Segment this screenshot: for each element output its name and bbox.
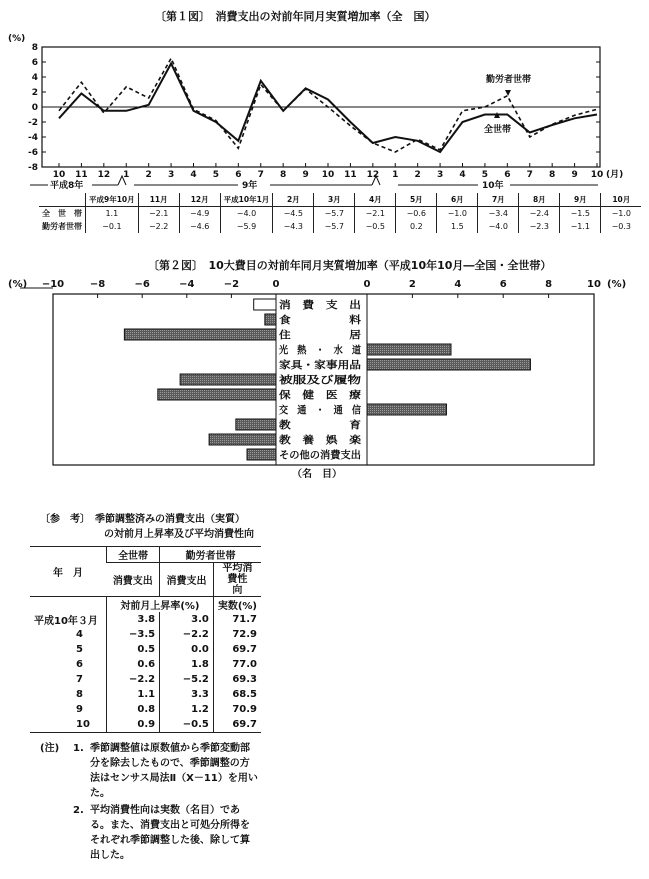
x-tick-label: 4 <box>190 170 197 180</box>
x-tick-label: 8 <box>280 170 287 180</box>
y-tick-label: -4 <box>28 133 38 143</box>
x-tick-label: −6 <box>134 279 150 290</box>
series-line-worker <box>59 58 597 152</box>
bar <box>180 374 276 385</box>
col-worker-spend: 消費支出 <box>160 563 214 597</box>
y-tick-label: 2 <box>31 88 38 98</box>
x-tick-label: 7 <box>526 170 533 180</box>
table-header <box>39 193 86 207</box>
x-tick-label: 10 <box>590 170 604 180</box>
y-tick-label: 6 <box>31 58 38 68</box>
table-header: 5月 <box>396 193 437 207</box>
table-header: 平成10年1月 <box>220 193 273 207</box>
x-tick-label: 2 <box>414 170 421 180</box>
table-header: 7月 <box>478 193 519 207</box>
x-tick-label: 9 <box>302 170 309 180</box>
y-tick-label: 4 <box>31 73 38 83</box>
y-tick-label: 8 <box>31 43 38 53</box>
table-header: 3月 <box>314 193 355 207</box>
x-tick-label: 5 <box>481 170 489 180</box>
table-row: 6 0.6 1.8 77.0 <box>30 657 261 672</box>
line-chart <box>0 0 649 195</box>
bar <box>254 299 276 310</box>
y-tick-label: -2 <box>28 118 38 128</box>
x-tick-label: 9 <box>571 170 578 180</box>
notes: (注) 1. 季節調整値は原数値から季節変動部 分を除去したもので、季節調整の方 法はセンサス局法Ⅱ（X－11）を用い た。 2. 平均消費性向は実数（名目）であ る。また、消費支出と可処分所得を それぞれ季節調整した後、除して算 出した。 <box>40 743 258 861</box>
x-tick-label: −2 <box>223 279 240 290</box>
table-row: 9 0.8 1.2 70.9 <box>30 702 261 717</box>
annotation-all: 全世帯 <box>484 125 512 135</box>
bar <box>247 449 276 460</box>
y-tick-label: -8 <box>28 163 38 173</box>
category-label: 家具・家事用品 <box>279 360 349 372</box>
x-tick-label: 12 <box>366 170 380 180</box>
col-all-spend: 消費支出 <box>107 563 160 597</box>
x-tick-label: 6 <box>504 170 511 180</box>
x-tick-label: 0 <box>363 279 371 290</box>
category-label: 教 育 <box>279 420 349 432</box>
x-tick-label: 2 <box>145 170 152 180</box>
table-header: 11月 <box>138 193 179 207</box>
x-tick-label: −4 <box>179 279 195 290</box>
x-tick-label: 6 <box>235 170 242 180</box>
x-tick-label: 5 <box>212 170 220 180</box>
col-worker: 勤労者世帯 <box>160 547 261 563</box>
table-header: 9月 <box>560 193 601 207</box>
reference-table <box>30 546 261 733</box>
category-label: 被服及び履物 <box>279 375 339 387</box>
bar <box>367 404 446 415</box>
x-tick-label: 6 <box>499 279 507 290</box>
bar <box>265 314 276 325</box>
bar <box>124 329 276 340</box>
table-header: 4月 <box>355 193 396 207</box>
category-label: 交 通 ・ 通 信 <box>279 405 369 417</box>
bar <box>209 434 276 445</box>
category-label: 教 養 娯 楽 <box>279 435 349 447</box>
y-tick-label: -6 <box>28 148 38 158</box>
table-header: 8月 <box>519 193 560 207</box>
table-row: 全 世 帯 1.1 −2.1 −4.9 −4.0 −4.5 −5.7 −2.1 −0.6 −1.0 −3.4 −2.4 −1.5 −1.0 <box>39 207 641 221</box>
table-row: 5 0.5 0.0 69.7 <box>30 642 261 657</box>
x-tick-label: 2 <box>408 279 416 290</box>
table-header: 2月 <box>273 193 314 207</box>
x-tick-label: 3 <box>436 170 444 180</box>
x-tick-label: 12 <box>97 170 111 180</box>
chart2-unit-right: (%) <box>607 279 627 290</box>
category-label: 光 熱 ・ 水 道 <box>279 345 369 357</box>
table-header: 6月 <box>437 193 478 207</box>
table-row: 平成10年３月 3.8 3.0 71.7 <box>30 612 261 627</box>
chart1-title: 〔第１図〕 消費支出の対前年同月実質増加率（全 国） <box>155 10 436 23</box>
year-label-h8: 平成8年 <box>50 181 84 191</box>
x-tick-label: −8 <box>89 279 106 290</box>
x-tick-label: 1 <box>123 170 130 180</box>
x-tick-label: 4 <box>459 170 466 180</box>
x-tick-label: 10 <box>52 170 66 180</box>
year-label-h10: 10年 <box>482 181 504 191</box>
table-header: 10月 <box>601 193 642 207</box>
col-all: 全世帯 <box>107 547 160 563</box>
x-tick-label: 10 <box>321 170 335 180</box>
x-tick-label: 3 <box>167 170 175 180</box>
x-tick-label: 10 <box>587 279 601 290</box>
x-tick-label: 4 <box>454 279 462 290</box>
x-tick-label: 8 <box>549 170 556 180</box>
bar <box>236 419 276 430</box>
x-tick-label: 0 <box>272 279 280 290</box>
chart2-title: 〔第２図〕 10大費目の対前年同月実質増加率（平成10年10月―全国・全世帯） <box>148 259 552 272</box>
bar <box>158 389 276 400</box>
category-label: 住 居 <box>279 330 349 342</box>
category-label: その他の消費支出 <box>279 450 359 462</box>
y-tick-label: 0 <box>31 103 38 113</box>
annotation-worker: 勤労者世帯 <box>486 75 532 85</box>
bar <box>367 344 451 355</box>
col-worker-propensity: 平均消費性 向 <box>213 563 261 597</box>
table-row: 8 1.1 3.3 68.5 <box>30 687 261 702</box>
x-tick-label: 8 <box>545 279 553 290</box>
chart1-unit: (%) <box>8 34 26 44</box>
table-row: 10 0.9 −0.5 69.7 <box>30 717 261 732</box>
unit-actual: 実数(%) <box>213 597 261 613</box>
category-label: 消 費 支 出 <box>279 300 349 312</box>
chart1-table <box>39 193 641 233</box>
year-label-h9: 9年 <box>242 181 258 191</box>
table-row: 4 −3.5 −2.2 72.9 <box>30 627 261 642</box>
table-row: 7 −2.2 −5.2 69.3 <box>30 672 261 687</box>
reference-title: 〔参 考〕 季節調整済みの消費支出（実質） の対前月上昇率及び平均消費性向 <box>40 514 254 540</box>
bar <box>367 359 530 370</box>
chart2-axis-caption: （名 目） <box>292 469 342 480</box>
x-tick-label: −10 <box>41 279 65 290</box>
chart2-unit-left: (%) <box>8 279 28 290</box>
x-tick-label: 1 <box>392 170 399 180</box>
x-tick-label: 11 <box>75 170 88 180</box>
x-tick-label: 7 <box>257 170 264 180</box>
table-header: 平成9年10月 <box>86 193 139 207</box>
col-year-month: 年 月 <box>30 547 107 597</box>
table-header: 12月 <box>179 193 220 207</box>
chart1-month-unit: (月) <box>606 170 624 180</box>
category-label: 食 料 <box>279 315 349 327</box>
x-tick-label: 11 <box>344 170 357 180</box>
unit-rate: 対前月上昇率(%) <box>107 597 214 613</box>
category-label: 保 健 医 療 <box>279 390 349 402</box>
table-row: 勤労者世帯 −0.1 −2.2 −4.6 −5.9 −4.3 −5.7 −0.5 0.2 1.5 −4.0 −2.3 −1.1 −0.3 <box>39 220 641 233</box>
worker-arrow-icon <box>505 90 511 96</box>
bar-chart <box>0 270 649 485</box>
